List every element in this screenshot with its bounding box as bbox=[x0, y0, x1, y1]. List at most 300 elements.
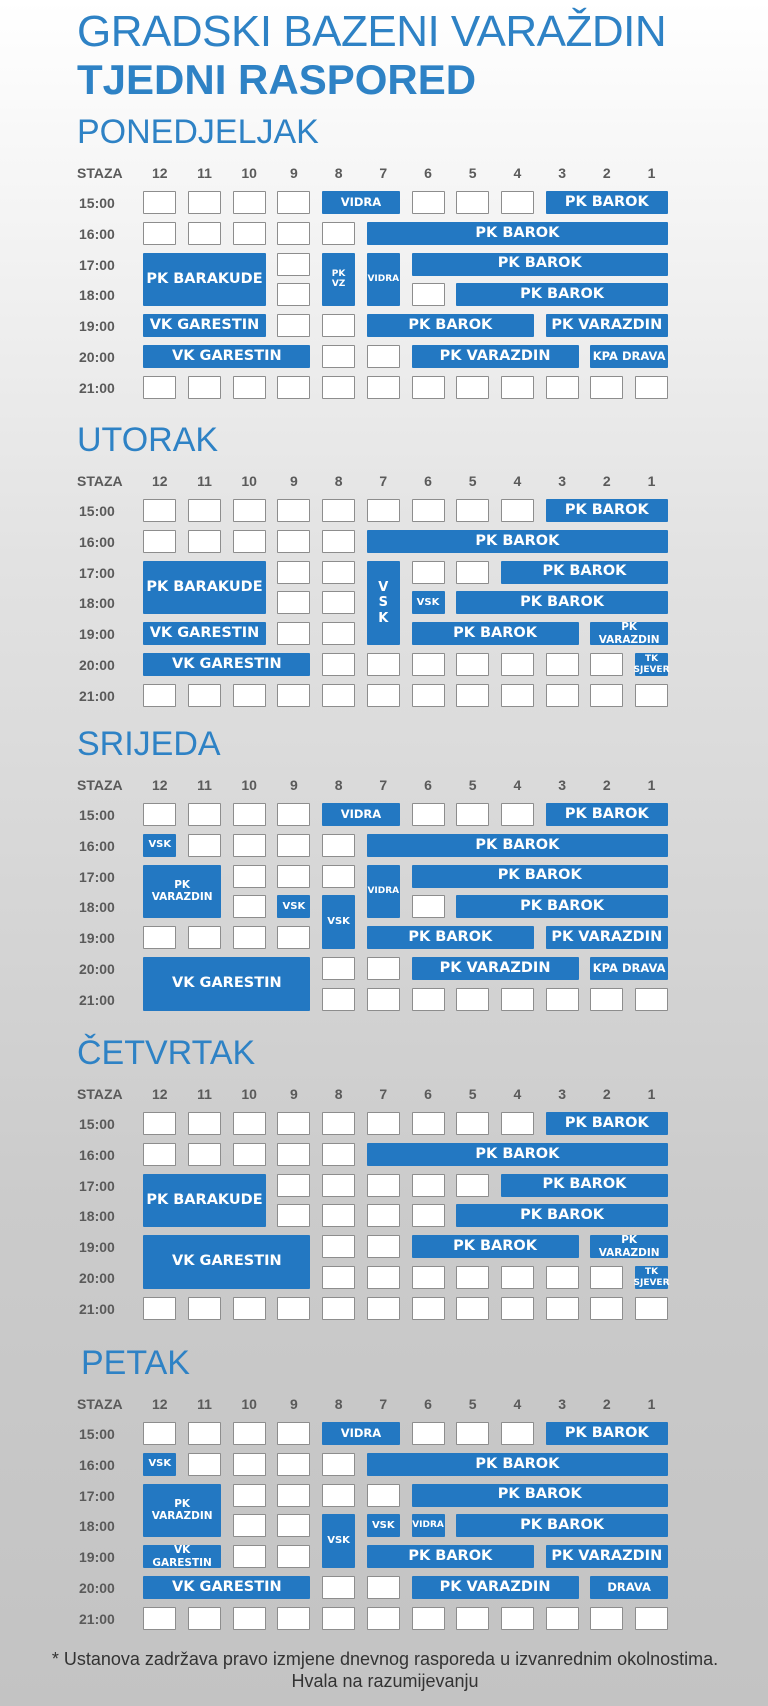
lane-number: 8 bbox=[334, 473, 343, 489]
free-slot bbox=[143, 530, 176, 553]
free-slot bbox=[188, 1143, 221, 1166]
free-slot bbox=[367, 988, 400, 1011]
club-booking: PK BAROK bbox=[367, 926, 534, 949]
lane-number: 3 bbox=[558, 1086, 566, 1102]
free-slot bbox=[188, 803, 221, 826]
free-slot bbox=[188, 1112, 221, 1135]
lane-number: 5 bbox=[468, 165, 477, 181]
lane-number: 1 bbox=[647, 1086, 656, 1102]
club-booking: PK BAROK bbox=[546, 803, 668, 826]
free-slot bbox=[322, 684, 355, 707]
club-booking: VK GARESTIN bbox=[143, 653, 310, 676]
time-label: 18:00 bbox=[79, 1518, 115, 1535]
free-slot bbox=[277, 1422, 310, 1445]
lane-number: 12 bbox=[152, 473, 168, 489]
time-label: 20:00 bbox=[79, 1270, 115, 1286]
free-slot bbox=[367, 1235, 400, 1258]
free-slot bbox=[188, 530, 221, 553]
club-booking: PK VARAZDIN bbox=[546, 1545, 668, 1568]
time-label: 21:00 bbox=[79, 991, 115, 1008]
free-slot bbox=[456, 561, 489, 584]
time-label: 20:00 bbox=[79, 961, 115, 977]
free-slot bbox=[546, 653, 579, 676]
club-booking: PK VARAZDIN bbox=[590, 622, 668, 645]
time-label: 16:00 bbox=[79, 533, 115, 550]
lane-number: 11 bbox=[197, 777, 212, 793]
free-slot bbox=[456, 1607, 489, 1630]
lane-number: 3 bbox=[558, 1396, 566, 1412]
free-slot bbox=[277, 191, 310, 214]
free-slot bbox=[322, 1607, 355, 1630]
club-booking: PK BAROK bbox=[367, 1143, 668, 1166]
free-slot bbox=[277, 834, 310, 857]
club-booking: PK BARAKUDE bbox=[143, 561, 265, 615]
club-booking: PK BAROK bbox=[546, 191, 668, 214]
lane-number: 7 bbox=[379, 777, 388, 793]
free-slot bbox=[456, 803, 489, 826]
club-booking: PK BAROK bbox=[367, 530, 668, 553]
time-label: 16:00 bbox=[79, 1146, 115, 1163]
club-booking: VIDRA bbox=[367, 865, 400, 919]
free-slot bbox=[322, 1576, 355, 1599]
lane-number: 10 bbox=[241, 777, 257, 793]
club-booking: PK BAROK bbox=[501, 561, 668, 584]
free-slot bbox=[501, 191, 534, 214]
time-label: 15:00 bbox=[79, 807, 115, 823]
free-slot bbox=[635, 988, 668, 1011]
free-slot bbox=[412, 1112, 445, 1135]
club-booking: PK BAROK bbox=[456, 591, 668, 614]
free-slot bbox=[590, 1266, 623, 1289]
free-slot bbox=[635, 1607, 668, 1630]
lane-number: 7 bbox=[379, 165, 388, 181]
free-slot bbox=[277, 1297, 310, 1320]
free-slot bbox=[322, 865, 355, 888]
free-slot bbox=[277, 1143, 310, 1166]
lane-number: 4 bbox=[513, 777, 522, 793]
time-label: 19:00 bbox=[79, 1239, 115, 1256]
free-slot bbox=[143, 684, 176, 707]
free-slot bbox=[188, 1297, 221, 1320]
free-slot bbox=[501, 988, 534, 1011]
free-slot bbox=[501, 1266, 534, 1289]
lane-number: 1 bbox=[647, 777, 656, 793]
lane-number: 10 bbox=[241, 1086, 257, 1102]
club-booking: VK GARESTIN bbox=[143, 345, 310, 368]
club-booking: KPA DRAVA bbox=[590, 345, 668, 368]
time-label: 20:00 bbox=[79, 349, 115, 365]
free-slot bbox=[233, 530, 266, 553]
time-label: 19:00 bbox=[79, 930, 115, 947]
free-slot bbox=[456, 988, 489, 1011]
free-slot bbox=[590, 988, 623, 1011]
free-slot bbox=[456, 499, 489, 522]
free-slot bbox=[322, 1174, 355, 1197]
free-slot bbox=[233, 1484, 266, 1507]
lane-number: 3 bbox=[558, 777, 566, 793]
free-slot bbox=[501, 684, 534, 707]
club-booking: VSK bbox=[412, 591, 445, 614]
lane-number: 6 bbox=[424, 777, 432, 793]
lane-number: 6 bbox=[424, 165, 432, 181]
free-slot bbox=[233, 1514, 266, 1537]
lane-number: 10 bbox=[241, 1396, 257, 1412]
club-booking: VK GARESTIN bbox=[143, 314, 265, 337]
free-slot bbox=[456, 1422, 489, 1445]
club-booking: VK GARESTIN bbox=[143, 1576, 310, 1599]
lane-number: 7 bbox=[379, 473, 388, 489]
time-label: 19:00 bbox=[79, 318, 115, 335]
lane-number: 1 bbox=[647, 1396, 656, 1412]
free-slot bbox=[456, 684, 489, 707]
free-slot bbox=[277, 1514, 310, 1537]
free-slot bbox=[143, 376, 176, 399]
time-label: 16:00 bbox=[79, 837, 115, 854]
lane-number: 11 bbox=[197, 473, 212, 489]
lane-number: 10 bbox=[241, 473, 257, 489]
club-booking: PK VARAZDIN bbox=[590, 1235, 668, 1258]
free-slot bbox=[188, 684, 221, 707]
free-slot bbox=[277, 222, 310, 245]
free-slot bbox=[277, 283, 310, 306]
time-label: 17:00 bbox=[79, 1487, 115, 1504]
free-slot bbox=[412, 1266, 445, 1289]
free-slot bbox=[546, 988, 579, 1011]
free-slot bbox=[188, 499, 221, 522]
day-title: SRIJEDA bbox=[77, 725, 221, 763]
free-slot bbox=[501, 1607, 534, 1630]
lane-number: 4 bbox=[513, 1086, 522, 1102]
free-slot bbox=[233, 684, 266, 707]
free-slot bbox=[322, 1297, 355, 1320]
free-slot bbox=[590, 1607, 623, 1630]
lane-number: 2 bbox=[602, 1086, 611, 1102]
club-booking: VIDRA bbox=[322, 1422, 400, 1445]
club-booking: PK VZ bbox=[322, 253, 355, 307]
club-booking: VSK bbox=[277, 895, 310, 918]
free-slot bbox=[412, 684, 445, 707]
time-label: 21:00 bbox=[79, 687, 115, 704]
free-slot bbox=[233, 926, 266, 949]
free-slot bbox=[412, 499, 445, 522]
free-slot bbox=[412, 376, 445, 399]
club-booking: PK VARAZDIN bbox=[546, 314, 668, 337]
lane-number: 11 bbox=[197, 1086, 212, 1102]
free-slot bbox=[233, 1453, 266, 1476]
club-booking: VIDRA bbox=[322, 803, 400, 826]
free-slot bbox=[233, 1422, 266, 1445]
free-slot bbox=[412, 803, 445, 826]
free-slot bbox=[412, 1422, 445, 1445]
free-slot bbox=[412, 283, 445, 306]
club-booking: VSK bbox=[322, 1514, 355, 1568]
free-slot bbox=[322, 499, 355, 522]
lane-number: 9 bbox=[289, 1086, 298, 1102]
free-slot bbox=[635, 684, 668, 707]
free-slot bbox=[233, 222, 266, 245]
free-slot bbox=[322, 1143, 355, 1166]
time-label: 19:00 bbox=[79, 1549, 115, 1566]
club-booking: PK BAROK bbox=[367, 1545, 534, 1568]
free-slot bbox=[277, 1453, 310, 1476]
free-slot bbox=[277, 561, 310, 584]
club-booking: VK GARESTIN bbox=[143, 957, 310, 1011]
day-title: PONEDJELJAK bbox=[77, 113, 319, 151]
free-slot bbox=[277, 253, 310, 276]
club-booking: VK GARESTIN bbox=[143, 1235, 310, 1289]
free-slot bbox=[233, 191, 266, 214]
free-slot bbox=[188, 1607, 221, 1630]
club-booking: KPA DRAVA bbox=[590, 957, 668, 980]
club-booking: PK BAROK bbox=[412, 253, 669, 276]
free-slot bbox=[188, 222, 221, 245]
club-booking: PK BAROK bbox=[456, 1514, 668, 1537]
free-slot bbox=[322, 1453, 355, 1476]
free-slot bbox=[367, 1112, 400, 1135]
free-slot bbox=[546, 1607, 579, 1630]
footer-note: * Ustanova zadržava pravo izmjene dnevnog rasporeda u izvanrednim okolnostima. Hvala na razumijevanju bbox=[51, 1649, 719, 1691]
free-slot bbox=[412, 988, 445, 1011]
club-booking: VIDRA bbox=[412, 1514, 445, 1537]
free-slot bbox=[590, 1297, 623, 1320]
free-slot bbox=[322, 345, 355, 368]
free-slot bbox=[322, 1204, 355, 1227]
free-slot bbox=[367, 345, 400, 368]
lane-number: 4 bbox=[513, 165, 522, 181]
free-slot bbox=[367, 376, 400, 399]
time-label: 17:00 bbox=[79, 256, 115, 273]
lane-header-label: STAZA bbox=[77, 777, 123, 793]
club-booking: PK VARAZDIN bbox=[143, 1484, 221, 1538]
club-booking: VIDRA bbox=[322, 191, 400, 214]
club-booking: PK BAROK bbox=[367, 834, 668, 857]
free-slot bbox=[277, 1607, 310, 1630]
free-slot bbox=[277, 1174, 310, 1197]
free-slot bbox=[367, 1576, 400, 1599]
free-slot bbox=[233, 376, 266, 399]
free-slot bbox=[456, 653, 489, 676]
lane-number: 11 bbox=[197, 1396, 212, 1412]
free-slot bbox=[322, 957, 355, 980]
lane-number: 8 bbox=[334, 1086, 343, 1102]
free-slot bbox=[322, 988, 355, 1011]
free-slot bbox=[367, 653, 400, 676]
free-slot bbox=[367, 499, 400, 522]
free-slot bbox=[233, 1297, 266, 1320]
page-title: GRADSKI BAZENI VARAŽDIN bbox=[77, 7, 667, 56]
lane-number: 9 bbox=[289, 777, 298, 793]
club-booking: PK BAROK bbox=[456, 1204, 668, 1227]
free-slot bbox=[501, 1297, 534, 1320]
lane-number: 3 bbox=[558, 165, 566, 181]
free-slot bbox=[456, 191, 489, 214]
lane-number: 9 bbox=[289, 165, 298, 181]
free-slot bbox=[412, 1297, 445, 1320]
club-booking: VSK bbox=[143, 834, 176, 857]
free-slot bbox=[277, 1484, 310, 1507]
club-booking: V S K bbox=[367, 561, 400, 646]
free-slot bbox=[143, 1143, 176, 1166]
club-booking: PK BAROK bbox=[412, 865, 669, 888]
free-slot bbox=[233, 1607, 266, 1630]
free-slot bbox=[188, 1422, 221, 1445]
free-slot bbox=[412, 191, 445, 214]
lane-number: 10 bbox=[241, 165, 257, 181]
lane-number: 8 bbox=[334, 165, 343, 181]
free-slot bbox=[456, 1297, 489, 1320]
free-slot bbox=[501, 1112, 534, 1135]
free-slot bbox=[277, 376, 310, 399]
day-title: UTORAK bbox=[77, 421, 219, 459]
lane-number: 12 bbox=[152, 1396, 168, 1412]
club-booking: PK BAROK bbox=[412, 622, 579, 645]
free-slot bbox=[635, 376, 668, 399]
lane-header-label: STAZA bbox=[77, 165, 123, 181]
lane-header-label: STAZA bbox=[77, 473, 123, 489]
free-slot bbox=[590, 684, 623, 707]
free-slot bbox=[277, 926, 310, 949]
lane-number: 5 bbox=[468, 777, 477, 793]
club-booking: TK SJEVER bbox=[633, 653, 670, 675]
time-label: 21:00 bbox=[79, 1300, 115, 1317]
club-booking: PK VARAZDIN bbox=[143, 865, 221, 919]
free-slot bbox=[322, 530, 355, 553]
lane-number: 6 bbox=[424, 473, 432, 489]
free-slot bbox=[233, 1545, 266, 1568]
time-label: 15:00 bbox=[79, 1116, 115, 1132]
free-slot bbox=[322, 1112, 355, 1135]
free-slot bbox=[277, 865, 310, 888]
free-slot bbox=[412, 895, 445, 918]
lane-number: 4 bbox=[513, 473, 522, 489]
free-slot bbox=[233, 1112, 266, 1135]
free-slot bbox=[367, 1266, 400, 1289]
free-slot bbox=[322, 1484, 355, 1507]
free-slot bbox=[546, 376, 579, 399]
free-slot bbox=[188, 191, 221, 214]
club-booking: TK SJEVER bbox=[633, 1266, 670, 1288]
page-subtitle: TJEDNI RASPORED bbox=[77, 56, 477, 103]
lane-number: 2 bbox=[602, 1396, 611, 1412]
club-booking: VIDRA bbox=[367, 253, 400, 307]
free-slot bbox=[322, 622, 355, 645]
free-slot bbox=[456, 1112, 489, 1135]
free-slot bbox=[456, 1266, 489, 1289]
time-label: 17:00 bbox=[79, 564, 115, 581]
club-booking: PK VARAZDIN bbox=[412, 1576, 579, 1599]
time-label: 18:00 bbox=[79, 899, 115, 916]
free-slot bbox=[456, 1174, 489, 1197]
lane-number: 1 bbox=[647, 473, 656, 489]
time-label: 18:00 bbox=[79, 595, 115, 612]
free-slot bbox=[412, 1174, 445, 1197]
club-booking: VK GARESTIN bbox=[143, 1545, 221, 1568]
free-slot bbox=[412, 653, 445, 676]
free-slot bbox=[143, 1112, 176, 1135]
free-slot bbox=[143, 1607, 176, 1630]
club-booking: PK BAROK bbox=[546, 499, 668, 522]
lane-header-label: STAZA bbox=[77, 1396, 123, 1412]
free-slot bbox=[501, 376, 534, 399]
free-slot bbox=[188, 1453, 221, 1476]
free-slot bbox=[233, 895, 266, 918]
lane-number: 5 bbox=[468, 1396, 477, 1412]
club-booking: PK BAROK bbox=[412, 1235, 579, 1258]
free-slot bbox=[277, 1112, 310, 1135]
free-slot bbox=[143, 1422, 176, 1445]
free-slot bbox=[412, 561, 445, 584]
free-slot bbox=[412, 1607, 445, 1630]
free-slot bbox=[367, 1204, 400, 1227]
lane-number: 2 bbox=[602, 473, 611, 489]
time-label: 17:00 bbox=[79, 1177, 115, 1194]
time-label: 15:00 bbox=[79, 195, 115, 211]
free-slot bbox=[277, 803, 310, 826]
free-slot bbox=[412, 1204, 445, 1227]
club-booking: PK BAROK bbox=[456, 283, 668, 306]
free-slot bbox=[501, 803, 534, 826]
free-slot bbox=[322, 591, 355, 614]
free-slot bbox=[233, 803, 266, 826]
free-slot bbox=[277, 530, 310, 553]
free-slot bbox=[367, 1174, 400, 1197]
free-slot bbox=[277, 591, 310, 614]
club-booking: VK GARESTIN bbox=[143, 622, 265, 645]
free-slot bbox=[367, 1484, 400, 1507]
free-slot bbox=[367, 684, 400, 707]
lane-number: 8 bbox=[334, 1396, 343, 1412]
club-booking: PK BAROK bbox=[367, 1453, 668, 1476]
time-label: 15:00 bbox=[79, 503, 115, 519]
time-label: 16:00 bbox=[79, 225, 115, 242]
day-title: PETAK bbox=[81, 1344, 190, 1382]
free-slot bbox=[322, 834, 355, 857]
lane-number: 2 bbox=[602, 165, 611, 181]
free-slot bbox=[367, 1607, 400, 1630]
free-slot bbox=[188, 926, 221, 949]
free-slot bbox=[233, 834, 266, 857]
lane-number: 7 bbox=[379, 1396, 388, 1412]
free-slot bbox=[277, 499, 310, 522]
free-slot bbox=[322, 1266, 355, 1289]
time-label: 15:00 bbox=[79, 1426, 115, 1442]
free-slot bbox=[143, 191, 176, 214]
free-slot bbox=[143, 1297, 176, 1320]
lane-number: 8 bbox=[334, 777, 343, 793]
club-booking: DRAVA bbox=[590, 1576, 668, 1599]
time-label: 21:00 bbox=[79, 379, 115, 396]
free-slot bbox=[501, 1422, 534, 1445]
club-booking: PK VARAZDIN bbox=[412, 957, 579, 980]
free-slot bbox=[501, 499, 534, 522]
free-slot bbox=[546, 684, 579, 707]
club-booking: PK VARAZDIN bbox=[412, 345, 579, 368]
free-slot bbox=[143, 803, 176, 826]
time-label: 17:00 bbox=[79, 868, 115, 885]
lane-header-label: STAZA bbox=[77, 1086, 123, 1102]
free-slot bbox=[322, 561, 355, 584]
lane-number: 12 bbox=[152, 1086, 168, 1102]
free-slot bbox=[277, 622, 310, 645]
club-booking: PK BAROK bbox=[367, 222, 668, 245]
lane-number: 6 bbox=[424, 1086, 432, 1102]
club-booking: PK BAROK bbox=[367, 314, 534, 337]
club-booking: PK VARAZDIN bbox=[546, 926, 668, 949]
free-slot bbox=[143, 499, 176, 522]
free-slot bbox=[322, 222, 355, 245]
club-booking: PK BAROK bbox=[456, 895, 668, 918]
lane-number: 5 bbox=[468, 1086, 477, 1102]
